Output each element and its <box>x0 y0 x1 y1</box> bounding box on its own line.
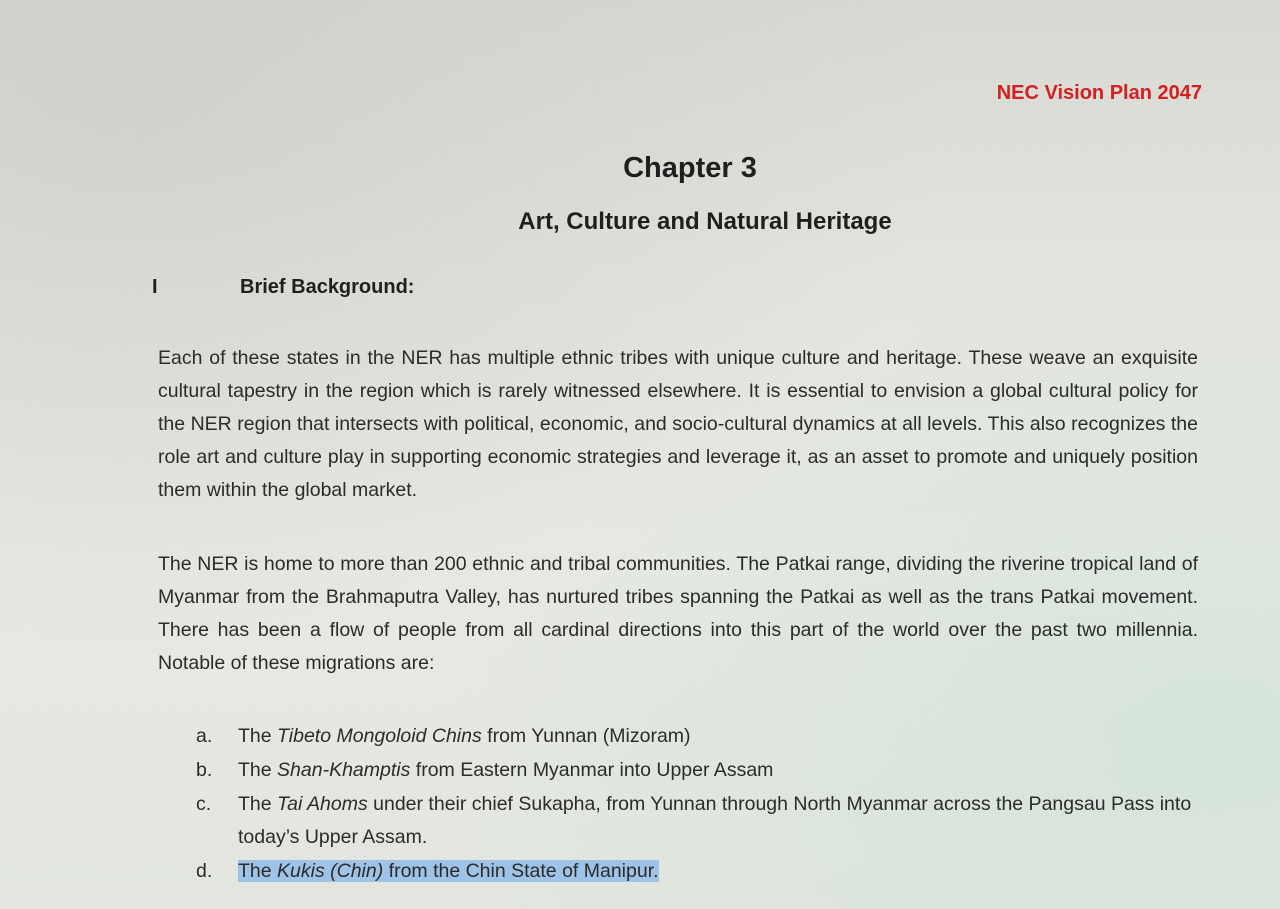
header-plan-label: NEC Vision Plan 2047 <box>996 82 1202 104</box>
list-item-text <box>238 720 1196 753</box>
section-number: I <box>152 276 158 298</box>
list-item-text-start: The <box>238 759 278 781</box>
list-item-text <box>238 754 1196 787</box>
paragraph-communities: The NER is home to more than 200 ethnic and tribal communities. The Patkai range, dividing the riverine tropical land of Myanmar from the Brahmaputra Valley, has nurtured tribes spanning the Patkai as well as the trans Patkai movement. There has been a flow of people from all cardinal directions into this part of the world over the past two millennia. Notable of these migrations are: <box>158 553 1198 674</box>
list-item <box>196 788 1196 854</box>
list-item-text-start: The <box>238 860 278 882</box>
section-heading <box>152 276 414 299</box>
list-item <box>196 754 1196 787</box>
list-item-text-selected[interactable] <box>238 855 1196 888</box>
list-item-text-rest: under their chief Sukapha, from Yunnan through North Myanmar across the Pangsau Pass into today’s Upper Assam. <box>238 793 1192 848</box>
list-item-text-rest: from Yunnan (Mizoram) <box>481 725 691 747</box>
list-marker: b. <box>196 759 213 781</box>
chapter-subtitle: Art, Culture and Natural Heritage <box>518 208 892 235</box>
migrations-list <box>196 720 1196 889</box>
list-item-text-start: The <box>238 793 278 815</box>
list-item-text <box>238 788 1196 854</box>
list-item-text-start: The <box>238 725 278 747</box>
list-item-text-rest: from the Chin State of Manipur. <box>383 860 659 882</box>
list-item-tribe-name: Tibeto Mongoloid Chins <box>277 725 482 747</box>
paragraph-background: Each of these states in the NER has multiple ethnic tribes with unique culture and heritage. These weave an exquisite cultural tapestry in the region which is rarely witnessed elsewhere. It is essential to envision a global cultural policy for the NER region that intersects with political, economic, and socio-cultural dynamics at all levels. This also recognizes the role art and culture play in supporting economic strategies and leverage it, as an asset to promote and uniquely position them within the global market. <box>158 347 1198 501</box>
list-item <box>196 855 1196 888</box>
section-title: Brief Background: <box>240 276 415 298</box>
list-item-text-rest: from Eastern Myanmar into Upper Assam <box>410 759 774 781</box>
list-item-tribe-name: Kukis (Chin) <box>277 860 384 882</box>
list-marker: d. <box>196 860 213 882</box>
list-marker: a. <box>196 725 213 747</box>
list-item-tribe-name: Tai Ahoms <box>277 793 368 815</box>
list-item-tribe-name: Shan-Khamptis <box>277 759 411 781</box>
chapter-title: Chapter 3 <box>623 152 757 184</box>
list-item <box>196 720 1196 753</box>
list-marker: c. <box>196 793 212 815</box>
